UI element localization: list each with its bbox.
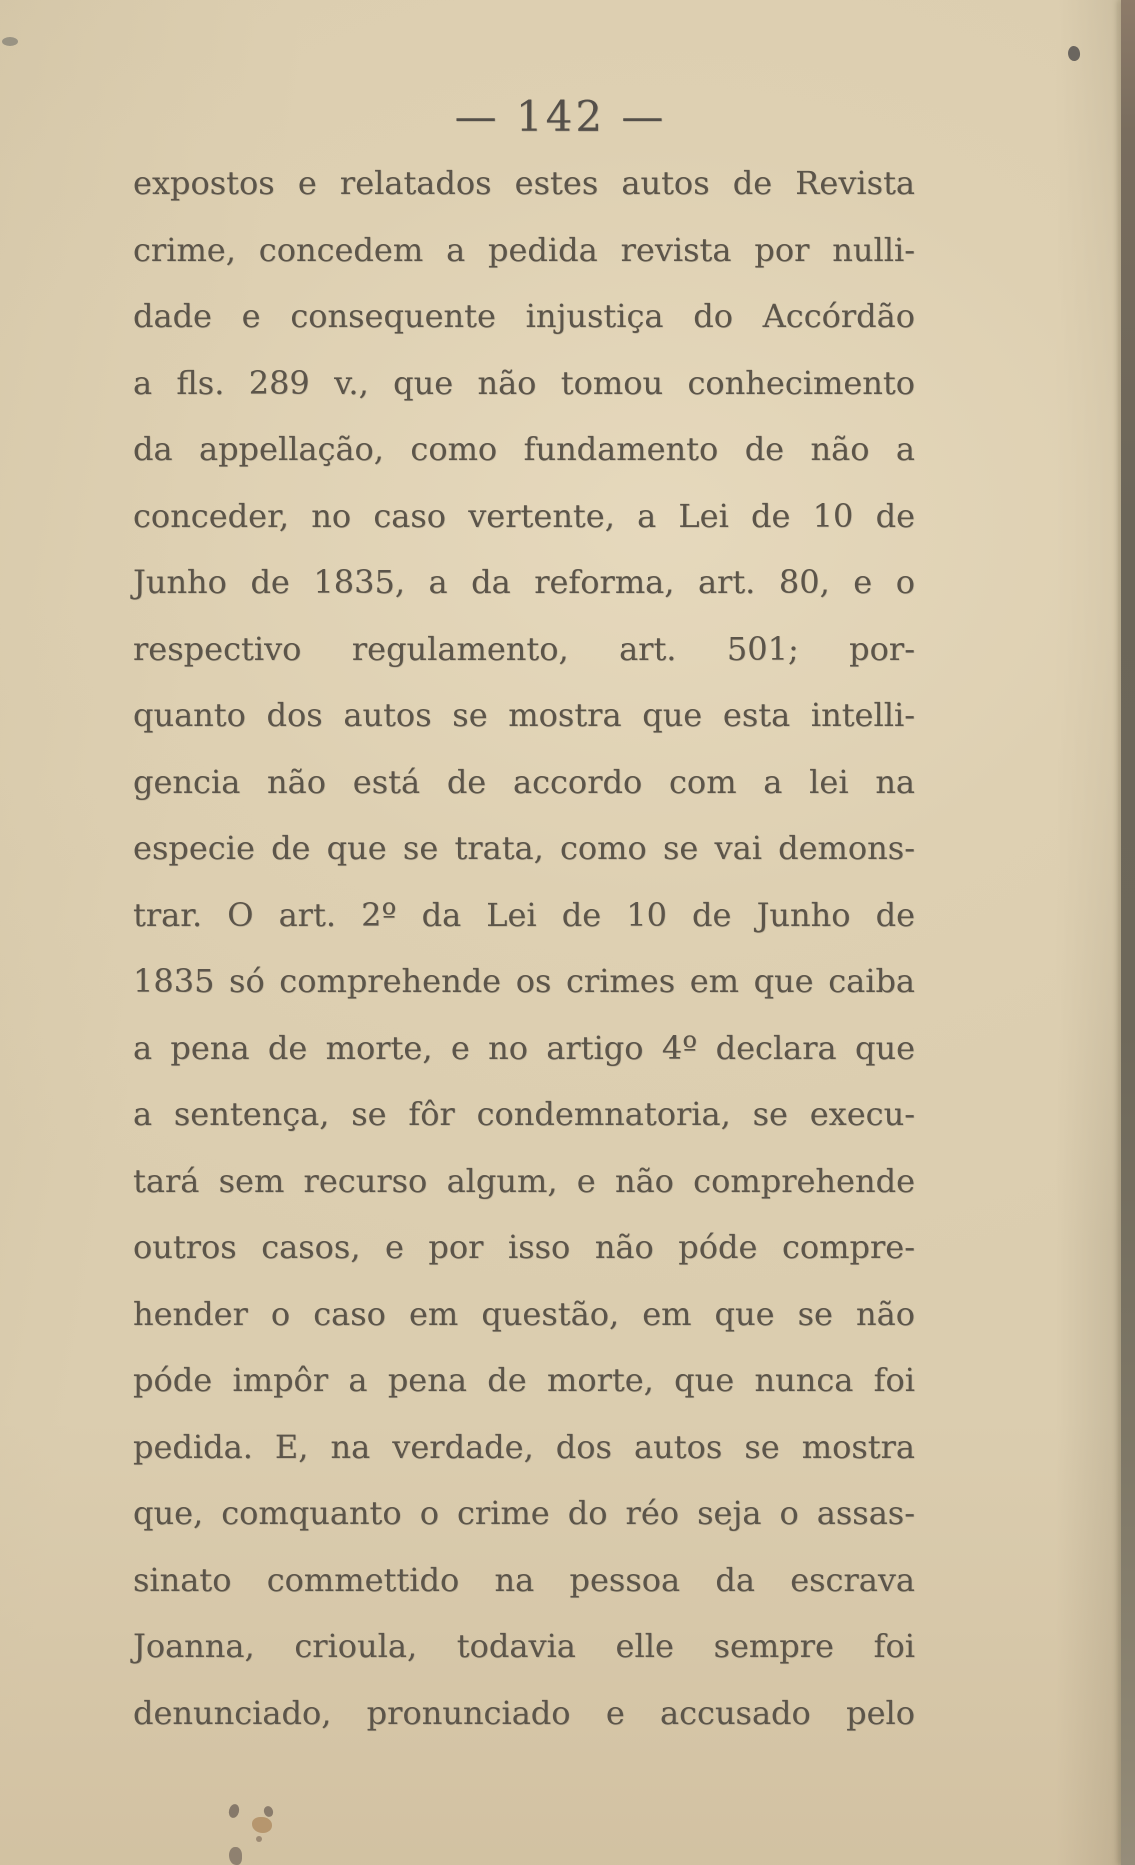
ink-stain <box>227 1803 240 1819</box>
text-line: dade e consequente injustiça do Accórdão <box>133 297 915 335</box>
paper-stain <box>229 1847 242 1865</box>
text-line: outros casos, e por isso não póde compre- <box>133 1228 915 1266</box>
text-line: tará sem recurso algum, e não comprehende <box>133 1161 915 1200</box>
text-line: 1835 só comprehende os crimes em que caiba <box>133 962 915 1000</box>
text-line: a sentença, se fôr condemnatoria, se execu- <box>133 1095 915 1133</box>
paper-stain <box>256 1836 262 1842</box>
text-line: conceder, no caso vertente, a Lei de 10 de <box>133 496 915 535</box>
paper-stain <box>252 1817 272 1833</box>
text-line: a fls. 289 v., que não tomou conhecimento <box>133 363 915 402</box>
text-line: pedida. E, na verdade, dos autos se mostra <box>133 1427 915 1466</box>
text-line: crime, concedem a pedida revista por nulli- <box>133 230 915 269</box>
text-line: da appellação, como fundamento de não a <box>133 430 915 468</box>
text-line: póde impôr a pena de morte, que nunca foi <box>133 1361 915 1399</box>
text-line: respectivo regulamento, art. 501; por- <box>133 629 915 668</box>
ink-dot <box>1067 45 1082 62</box>
body-text <box>133 150 915 1746</box>
text-line: expostos e relatados estes autos de Revista <box>133 164 915 202</box>
text-line: denunciado, pronunciado e accusado pelo <box>133 1693 915 1732</box>
ink-stain <box>262 1805 274 1818</box>
text-line: Junho de 1835, a da reforma, art. 80, e o <box>133 563 915 601</box>
text-line: gencia não está de accordo com a lei na <box>133 762 915 801</box>
text-line: hender o caso em questão, em que se não <box>133 1294 915 1333</box>
text-line: especie de que se trata, como se vai demons- <box>133 829 915 867</box>
text-line: sinato commettido na pessoa da escrava <box>133 1560 915 1599</box>
book-edge-shadow <box>1121 0 1135 1865</box>
text-line: quanto dos autos se mostra que esta intelli- <box>133 696 915 734</box>
text-line: a pena de morte, e no artigo 4º declara que <box>133 1028 915 1067</box>
page-number: — 142 — <box>454 92 667 141</box>
text-line: que, comquanto o crime do réo seja o assas- <box>133 1494 915 1532</box>
text-line: trar. O art. 2º da Lei de 10 de Junho de <box>133 895 915 934</box>
gray-speck <box>2 37 18 46</box>
text-line: Joanna, crioula, todavia elle sempre foi <box>133 1627 915 1665</box>
